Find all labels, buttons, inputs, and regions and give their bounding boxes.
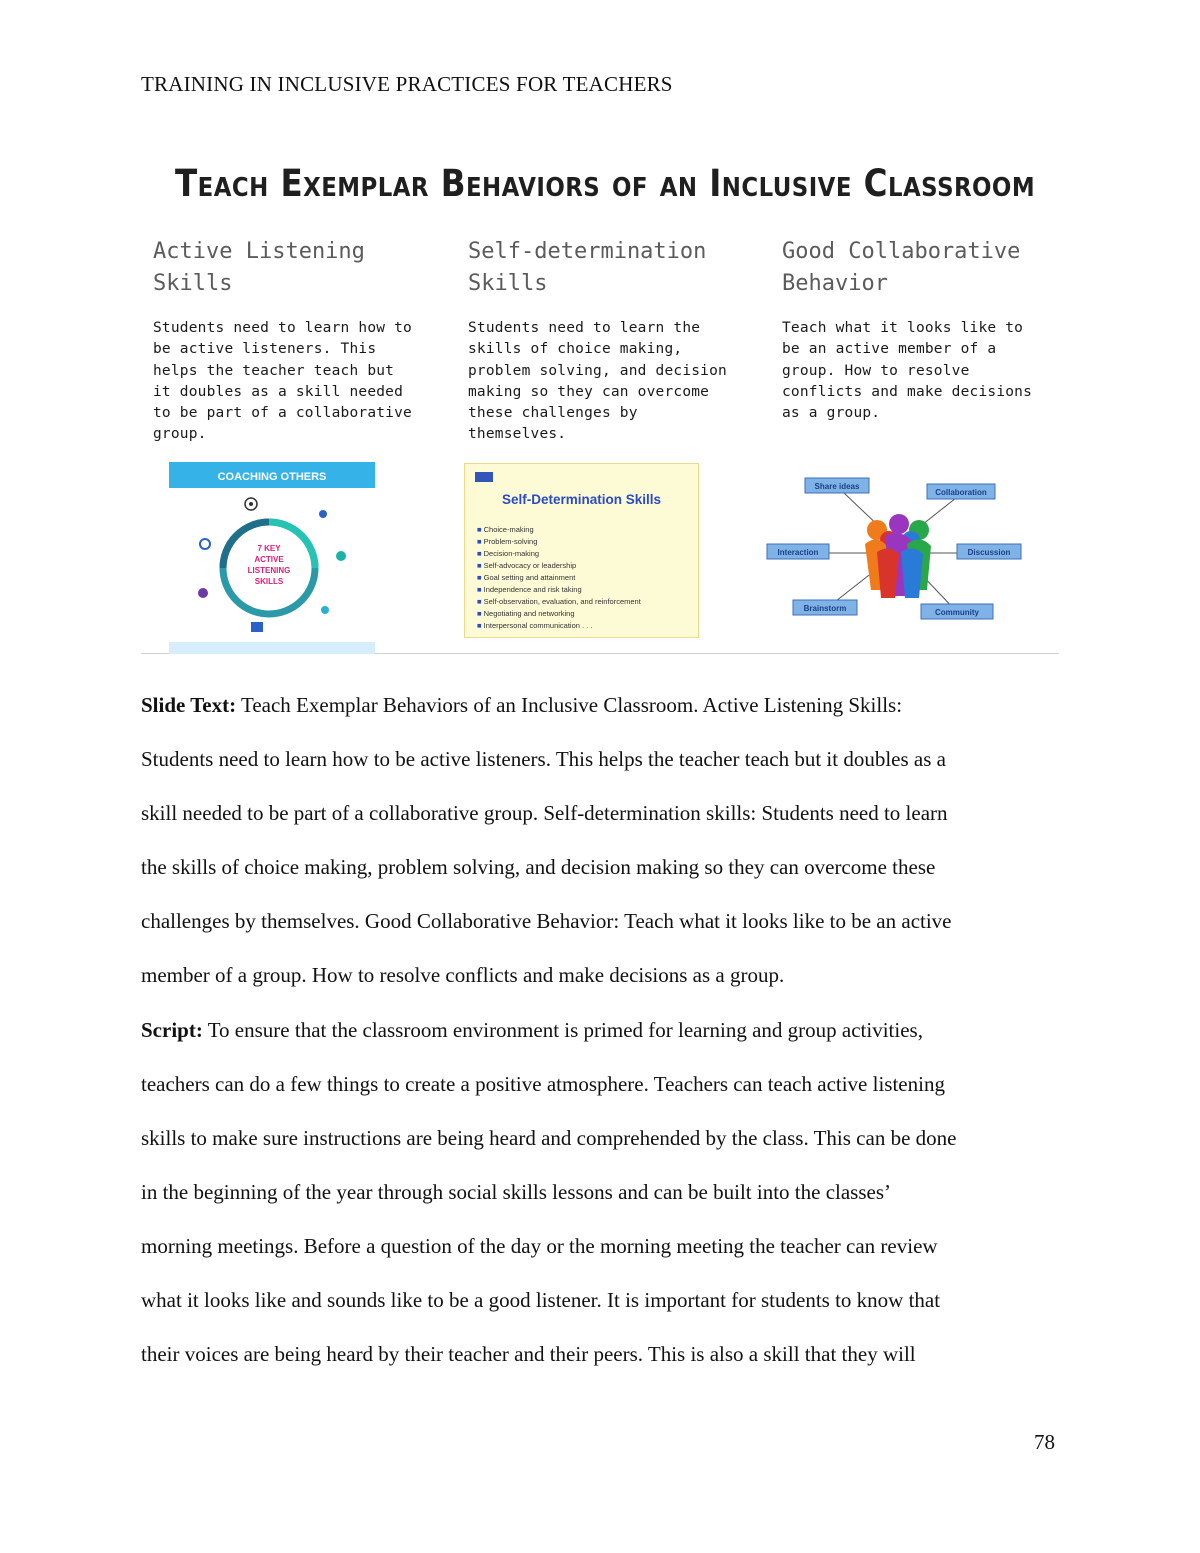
heading-line: Behavior	[782, 271, 888, 296]
running-head: TRAINING IN INCLUSIVE PRACTICES FOR TEACHERS	[141, 72, 673, 96]
collab-label: Community	[935, 608, 979, 617]
body-line: helps the teacher teach but	[153, 362, 395, 379]
paragraph-line: their voices are being heard by their teacher and their peers. This is also a skill that they will	[141, 1342, 916, 1366]
paragraph-line: skills to make sure instructions are being heard and comprehended by the class. This can be done	[141, 1126, 957, 1150]
slide-title: Teach Exemplar Behaviors of an Inclusive Classroom	[175, 162, 1036, 205]
coaching-others-image	[169, 462, 375, 654]
heading-line: Active Listening	[153, 239, 365, 264]
body-line: Teach what it looks like to	[782, 320, 1024, 336]
body-line: group. How to resolve	[782, 362, 970, 379]
paragraph-line: member of a group. How to resolve conflicts and make decisions as a group.	[141, 963, 785, 987]
heading-line: Skills	[468, 271, 548, 296]
body-line: making so they can overcome	[468, 383, 710, 400]
selfdet-list	[477, 524, 641, 632]
center-line: ACTIVE	[254, 555, 284, 564]
column-heading	[782, 236, 1072, 300]
list-item: ■ Decision-making	[477, 549, 540, 558]
body-line: conflicts and make decisions	[782, 383, 1033, 400]
list-item: ■ Problem-solving	[477, 537, 538, 546]
collab-label: Brainstorm	[803, 604, 847, 613]
heading-line: Self-determination	[468, 239, 707, 264]
column-body	[782, 318, 1072, 424]
script-paragraph	[141, 1003, 1059, 1381]
paragraph-line: Students need to learn how to be active listeners. This helps the teacher teach but it doubles as a	[141, 747, 946, 771]
slide-text-label: Slide Text:	[141, 693, 237, 717]
paragraph-line	[141, 678, 1059, 732]
body-line: these challenges by	[468, 405, 638, 422]
column-heading	[153, 236, 443, 300]
collab-label: Collaboration	[935, 488, 987, 497]
column-collaborative-behavior	[782, 236, 1072, 424]
collab-label: Discussion	[967, 548, 1011, 557]
column-self-determination	[468, 236, 758, 446]
body-line: as a group.	[782, 405, 881, 422]
logo-icon	[475, 472, 493, 482]
body-line: problem solving, and decision	[468, 362, 727, 379]
paragraph-line: teachers can do a few things to create a positive atmosphere. Teachers can teach active listening	[141, 1072, 945, 1096]
paragraph-line: challenges by themselves. Good Collaborative Behavior: Teach what it looks like to be an active	[141, 909, 952, 933]
body-line: skills of choice making,	[468, 341, 683, 358]
self-determination-image	[464, 463, 699, 638]
list-item: ■ Choice-making	[477, 525, 534, 534]
paragraph-line: what it looks like and sounds like to be a good listener. It is important for students to know that	[141, 1288, 941, 1312]
paragraph-line: skill needed to be part of a collaborative group. Self-determination skills: Students need to learn	[141, 801, 948, 825]
list-item: ■ Self-observation, evaluation, and reinforcement	[477, 597, 641, 606]
heading-line: Skills	[153, 271, 233, 296]
body-line: themselves.	[468, 426, 567, 443]
selfdet-title: Self-Determination Skills	[501, 492, 662, 507]
listening-wheel-icon	[169, 462, 375, 654]
center-line: 7 KEY	[257, 544, 281, 553]
slide-image	[141, 150, 1059, 654]
line-text: Teach Exemplar Behaviors of an Inclusive Classroom. Active Listening Skills:	[236, 693, 903, 717]
list-item: ■ Interpersonal communication . . .	[477, 621, 593, 630]
body-line: Students need to learn how to	[153, 320, 412, 336]
body-line: be active listeners. This	[153, 341, 377, 358]
body-line: to be part of a collaborative	[153, 405, 412, 422]
paragraph-line: the skills of choice making, problem solving, and decision making so they can overcome these	[141, 855, 936, 879]
people-group-icon	[761, 460, 1031, 635]
script-label: Script:	[141, 1018, 203, 1042]
list-item: ■ Negotiating and networking	[477, 609, 575, 618]
paragraph-line: morning meetings. Before a question of the day or the morning meeting the teacher can review	[141, 1234, 938, 1258]
column-body	[153, 318, 443, 446]
coaching-banner: COACHING OTHERS	[217, 471, 327, 483]
column-heading	[468, 236, 758, 300]
collaboration-image	[761, 460, 1031, 635]
list-item: ■ Independence and risk taking	[477, 585, 582, 594]
column-active-listening	[153, 236, 443, 446]
paragraph-line: in the beginning of the year through social skills lessons and can be built into the classes’	[141, 1180, 892, 1204]
list-item: ■ Self-advocacy or leadership	[477, 561, 577, 570]
paragraph-line	[141, 1003, 1059, 1057]
list-item: ■ Goal setting and attainment	[477, 573, 576, 582]
collab-label: Interaction	[777, 548, 819, 557]
heading-line: Good Collaborative	[782, 239, 1021, 264]
slide-text-paragraph	[141, 678, 1059, 1002]
column-body	[468, 318, 758, 446]
body-line: Students need to learn the	[468, 320, 701, 336]
body-line: it doubles as a skill needed	[153, 383, 404, 400]
center-line: LISTENING	[247, 566, 291, 575]
center-line: SKILLS	[254, 577, 284, 586]
body-line: group.	[153, 426, 207, 443]
body-line: be an active member of a	[782, 341, 997, 358]
line-text: To ensure that the classroom environment is primed for learning and group activities,	[202, 1018, 923, 1042]
collab-label: Share ideas	[814, 482, 860, 491]
page-number: 78	[1034, 1430, 1055, 1454]
